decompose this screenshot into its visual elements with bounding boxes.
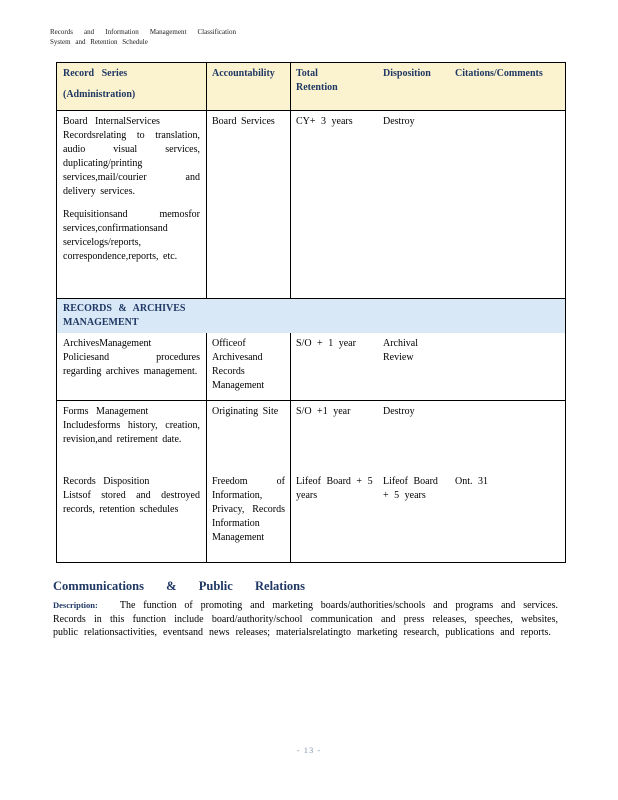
header-cell-total-retention xyxy=(291,63,383,110)
retention-value: CY+ 3 years xyxy=(296,116,353,127)
cell-series xyxy=(57,401,207,475)
citations-value xyxy=(455,111,565,298)
accountability-value: Board Services xyxy=(212,116,275,127)
series-title: Board InternalServices xyxy=(63,116,160,127)
doc-header xyxy=(50,27,236,47)
citations-value xyxy=(455,401,565,475)
page-number: - 13 - xyxy=(296,745,322,755)
disposition-value: Archival Review xyxy=(383,338,418,363)
total-retention-label: Total Retention xyxy=(296,68,338,93)
series-title: Forms Management xyxy=(63,406,149,417)
record-series-sublabel: (Administration) xyxy=(63,89,136,100)
accountability-value: Officeof Archivesand Records Management xyxy=(212,338,265,391)
cell-accountability xyxy=(207,401,291,475)
disposition-value: Destroy xyxy=(383,406,415,417)
retention-schedule-table xyxy=(56,62,566,563)
cell-group xyxy=(291,475,565,562)
header-cell-group xyxy=(291,63,565,110)
cell-series xyxy=(57,333,207,400)
record-series-label: Record Series xyxy=(63,68,128,79)
series-description: Policiesand procedures regarding archives management. xyxy=(63,352,200,377)
retention-value: S/O + 1 year xyxy=(296,338,356,349)
series-title: Records Disposition xyxy=(63,476,150,487)
header-cell-record-series xyxy=(57,63,207,110)
series-title: ArchivesManagement xyxy=(63,338,152,349)
section-band-label: RECORDS & ARCHIVES MANAGEMENT xyxy=(63,303,186,328)
description-text: The function of promoting and marketing boards/authorities/schools and programs and services. Records in this function include board/authority/school communication and press releases, speeches, websites, public relationsactivities, eventsand news releases; materialsrelatingto marketing research, publications and reports. xyxy=(53,600,558,638)
table-row-board-internal-services xyxy=(57,111,565,298)
section-heading-communications: Communications & Public Relations xyxy=(53,579,305,593)
citations-label: Citations/Comments xyxy=(455,68,543,79)
table-row-forms-and-records-disposition xyxy=(57,400,565,562)
accountability-value: Freedom of Information, Privacy, Records Information Management xyxy=(212,476,285,543)
header-cell-accountability xyxy=(207,63,291,110)
description-label: Description: xyxy=(53,600,98,610)
cell-group xyxy=(291,333,565,400)
cell-series xyxy=(57,475,207,562)
retention-value: Lifeof Board + 5 years xyxy=(296,476,373,501)
cell-series xyxy=(57,111,207,298)
disposition-value: Lifeof Board + 5 years xyxy=(383,476,438,501)
section-row-records-archives-management xyxy=(57,298,565,333)
citations-value xyxy=(455,333,565,400)
disposition-value: Destroy xyxy=(383,116,415,127)
cell-accountability xyxy=(207,333,291,400)
section-description xyxy=(53,599,558,640)
accountability-value: Originating Site xyxy=(212,406,279,417)
table-row-archives-management xyxy=(57,333,565,400)
subrow-records-disposition xyxy=(57,475,565,562)
cell-group xyxy=(291,401,565,475)
retention-value: S/O +1 year xyxy=(296,406,351,417)
citations-value: Ont. 31 xyxy=(455,476,488,487)
series-description-2: Requisitionsand memosfor services,confirmationsand servicelogs/reports, correspondence,reports, etc. xyxy=(63,209,200,262)
disposition-label: Disposition xyxy=(383,68,431,79)
doc-header-line2: System and Retention Schedule xyxy=(50,38,148,46)
table-header-row xyxy=(57,63,565,111)
header-cell-citations xyxy=(455,63,565,110)
accountability-label: Accountability xyxy=(212,68,275,79)
cell-accountability xyxy=(207,475,291,562)
subrow-forms-management xyxy=(57,401,565,475)
series-description: Listsof stored and destroyed records, retention schedules xyxy=(63,490,200,515)
cell-group xyxy=(291,111,565,298)
cell-accountability xyxy=(207,111,291,298)
series-description: Includesforms history, creation, revision,and retirement date. xyxy=(63,420,200,445)
header-cell-disposition xyxy=(383,63,455,110)
series-description: Recordsrelating to translation, audio visual services, duplicating/printing services,mail/courier and delivery services. xyxy=(63,130,200,197)
doc-header-line1: Records and Information Management Classification xyxy=(50,28,236,36)
